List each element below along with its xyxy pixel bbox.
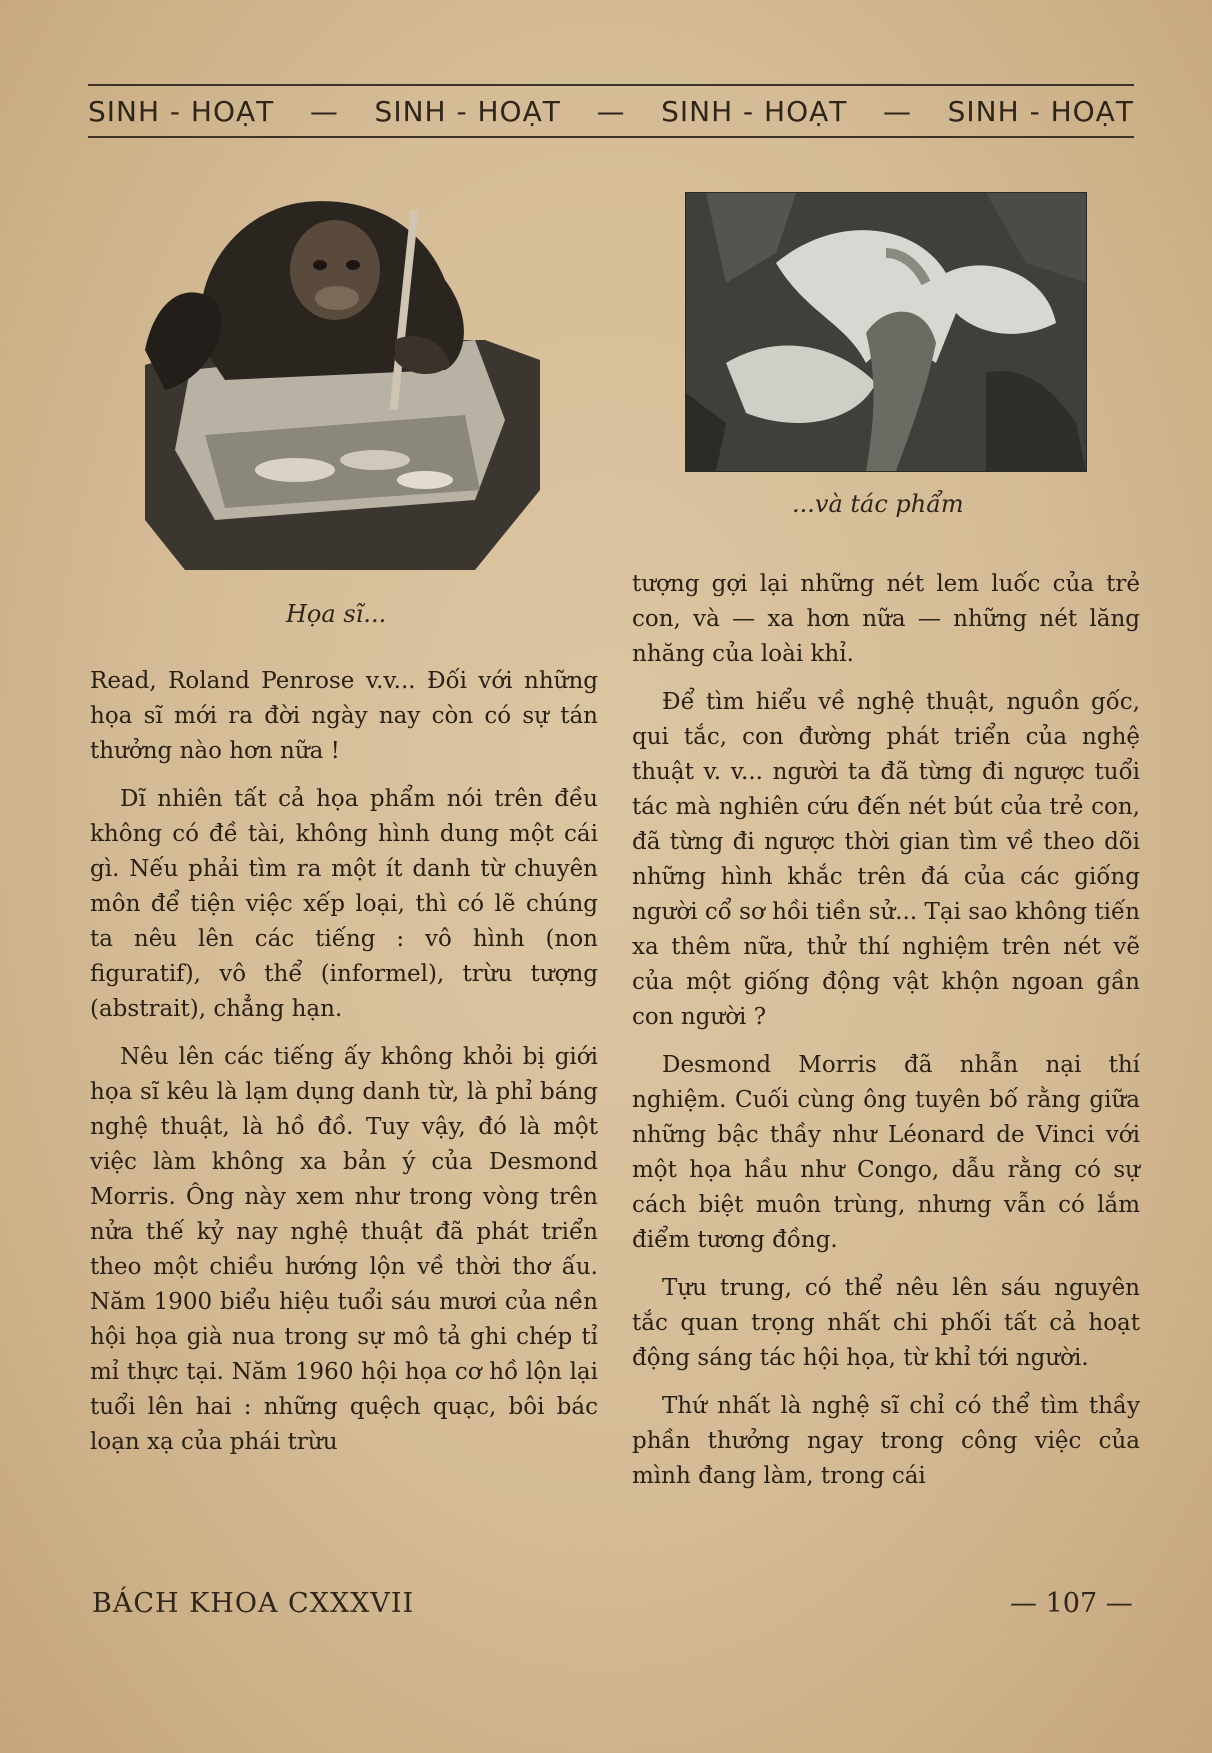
- header-separator: —: [309, 94, 339, 128]
- header-separator: —: [883, 94, 913, 128]
- left-text-column: [90, 664, 598, 1473]
- header-item: SINH - HOẠT: [947, 94, 1134, 128]
- page-number: — 107 —: [1010, 1588, 1133, 1619]
- paragraph: Desmond Morris đã nhẫn nại thí nghiệm. Cuối cùng ông tuyên bố rằng giữa những bậc thầy như Léonard de Vinci với một họa hầu như Congo, dẫu rằng có sự cách biệt muôn trùng, nhưng vẫn có lắm điểm tương đồng.: [632, 1052, 1140, 1253]
- chimpanzee-artwork-photo: [685, 192, 1087, 472]
- paragraph: Để tìm hiểu về nghệ thuật, nguồn gốc, qui tắc, con đường phát triển của nghệ thuật v. v... người ta đã từng đi ngược tuổi tác mà nghiên cứu đến nét bút của trẻ con, đã từng đi ngược thời gian tìm về theo dõi những hình khắc trên đá của các giống người cổ sơ hồi tiền sử... Tại sao không tiến xa thêm nữa, thử thí nghiệm trên nét vẽ của một giống động vật khộn ngoan gần con người ?: [632, 689, 1140, 1030]
- paragraph: Read, Roland Penrose v.v... Đối với những họa sĩ mới ra đời ngày nay còn có sự tán thưởng nào hơn nữa !: [90, 668, 598, 764]
- right-text-column: [632, 567, 1140, 1507]
- abstract-artwork-illustration: [686, 193, 1086, 471]
- paragraph: Tựu trung, có thể nêu lên sáu nguyên tắc quan trọng nhất chi phối tất cả hoạt động sáng tác hội họa, từ khỉ tới người.: [632, 1275, 1140, 1371]
- left-photo-caption: Họa sĩ...: [286, 600, 387, 628]
- paragraph: Nêu lên các tiếng ấy không khỏi bị giới họa sĩ kêu là lạm dụng danh từ, là phỉ báng nghệ thuật, là hồ đồ. Tuy vậy, đó là một việc làm không xa bản ý của Desmond Morris. Ông này xem như trong vòng trên nửa thế kỷ nay nghệ thuật đã phát triển theo một chiều hướng lộn về thời thơ ấu. Năm 1900 biểu hiệu tuổi sáu mươi của nền hội họa già nua trong sự mô tả ghi chép tỉ mỉ thực tại. Năm 1960 hội họa cơ hồ lộn lại tuổi lên hai : những quệch quạc, bôi bác loạn xạ của phái trừu: [90, 1044, 598, 1455]
- right-photo-caption: ...và tác phẩm: [792, 490, 964, 518]
- header-item: SINH - HOẠT: [88, 94, 275, 128]
- paragraph: tượng gợi lại những nét lem luốc của trẻ con, và — xa hơn nữa — những nét lăng nhăng của loài khỉ.: [632, 571, 1140, 667]
- paragraph: Thứ nhất là nghệ sĩ chỉ có thể tìm thầy phần thưởng ngay trong công việc của mình đang làm, trong cái: [632, 1393, 1140, 1489]
- running-header: [88, 84, 1134, 138]
- header-separator: —: [596, 94, 626, 128]
- chimpanzee-illustration: [145, 190, 540, 570]
- header-item: SINH - HOẠT: [661, 94, 848, 128]
- paragraph: Dĩ nhiên tất cả họa phẩm nói trên đều không có đề tài, không hình dung một cái gì. Nếu phải tìm ra một ít danh từ chuyên môn để tiện việc xếp loại, thì có lẽ chúng ta nêu lên các tiếng : vô hình (non figuratif), vô thể (informel), trừu tượng (abstrait), chẳng hạn.: [90, 786, 598, 1022]
- chimpanzee-painting-photo: [145, 190, 540, 570]
- header-item: SINH - HOẠT: [374, 94, 561, 128]
- publication-name: BÁCH KHOA CXXXVII: [92, 1588, 415, 1619]
